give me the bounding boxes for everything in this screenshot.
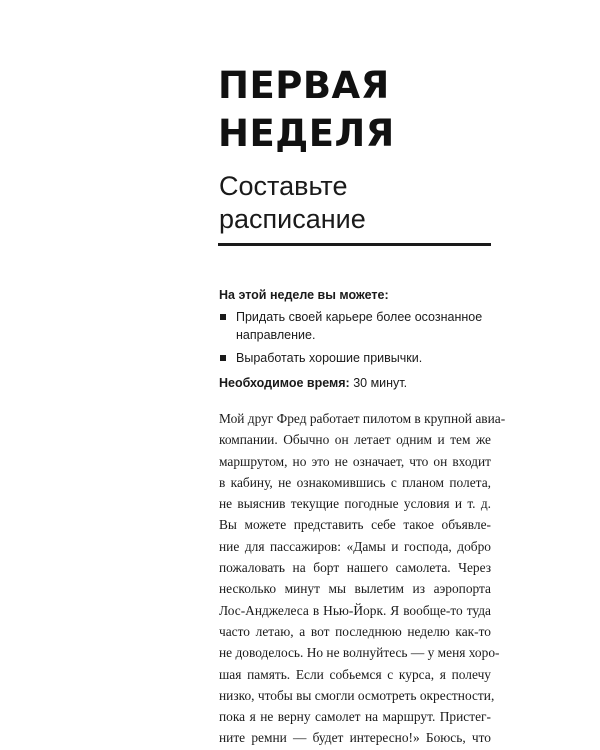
weekly-goals-box xyxy=(219,286,509,392)
body-line: пожаловать на борт нашего самолета. Через xyxy=(219,560,491,576)
chapter-title-line: НЕДЕЛЯ xyxy=(218,112,395,155)
goal-text-line: направление. xyxy=(236,328,316,342)
time-required-value: 30 минут. xyxy=(353,376,408,390)
chapter-title-line: ПЕРВАЯ xyxy=(218,64,390,107)
body-paragraph xyxy=(219,408,506,749)
goals-list xyxy=(219,308,509,367)
body-line: шая память. Если собьемся с курса, я полечу xyxy=(219,666,491,682)
square-bullet-icon xyxy=(220,355,226,361)
body-line: не выяснив текущие погодные условия и т. д. xyxy=(219,496,491,512)
goals-list-item xyxy=(219,308,509,344)
body-line: не доводелось. Но не волнуйтесь — у меня хоро- xyxy=(219,645,500,661)
goal-text-line: Выработать хорошие привычки. xyxy=(236,351,423,365)
body-line: ние для пассажиров: «Дамы и господа, добро xyxy=(219,538,491,554)
body-line: Мой друг Фред работает пилотом в крупной авиа- xyxy=(219,411,506,426)
body-line: в кабину, не ознакомившись с планом полета, xyxy=(219,474,491,490)
body-line: ните ремни — будет интересно!» Боюсь, что xyxy=(219,730,491,746)
goals-heading: На этой неделе вы можете: xyxy=(219,288,389,302)
square-bullet-icon xyxy=(220,314,226,320)
time-required-label: Необходимое время: xyxy=(219,376,350,390)
body-line: Лос-Анджелеса в Нью-Йорк. Я вообще-то туда xyxy=(219,602,491,618)
body-line: низко, чтобы вы смогли осмотреть окрестности, xyxy=(219,687,495,703)
goal-text-line: Придать своей карьере более осознанное xyxy=(236,310,483,324)
goals-list-item xyxy=(219,349,509,367)
body-line: Вы можете представить себе такое объявле- xyxy=(219,517,491,533)
body-line: часто летаю, а вот последнюю неделю как-то xyxy=(219,623,491,639)
title-divider xyxy=(218,243,491,246)
body-line: пока я не верну самолет на маршрут. Пристег- xyxy=(219,709,491,725)
chapter-title xyxy=(218,62,395,158)
time-required xyxy=(219,374,509,392)
chapter-subtitle-line: расписание xyxy=(219,204,366,234)
body-line: компании. Обычно он летает одним и тем же xyxy=(219,432,491,448)
chapter-subtitle-line: Составьте xyxy=(219,171,348,201)
chapter-subtitle xyxy=(219,170,366,236)
body-line: несколько минут мы вылетим из аэропорта xyxy=(219,581,491,597)
body-line: маршрутом, но это не означает, что он входит xyxy=(219,453,491,469)
